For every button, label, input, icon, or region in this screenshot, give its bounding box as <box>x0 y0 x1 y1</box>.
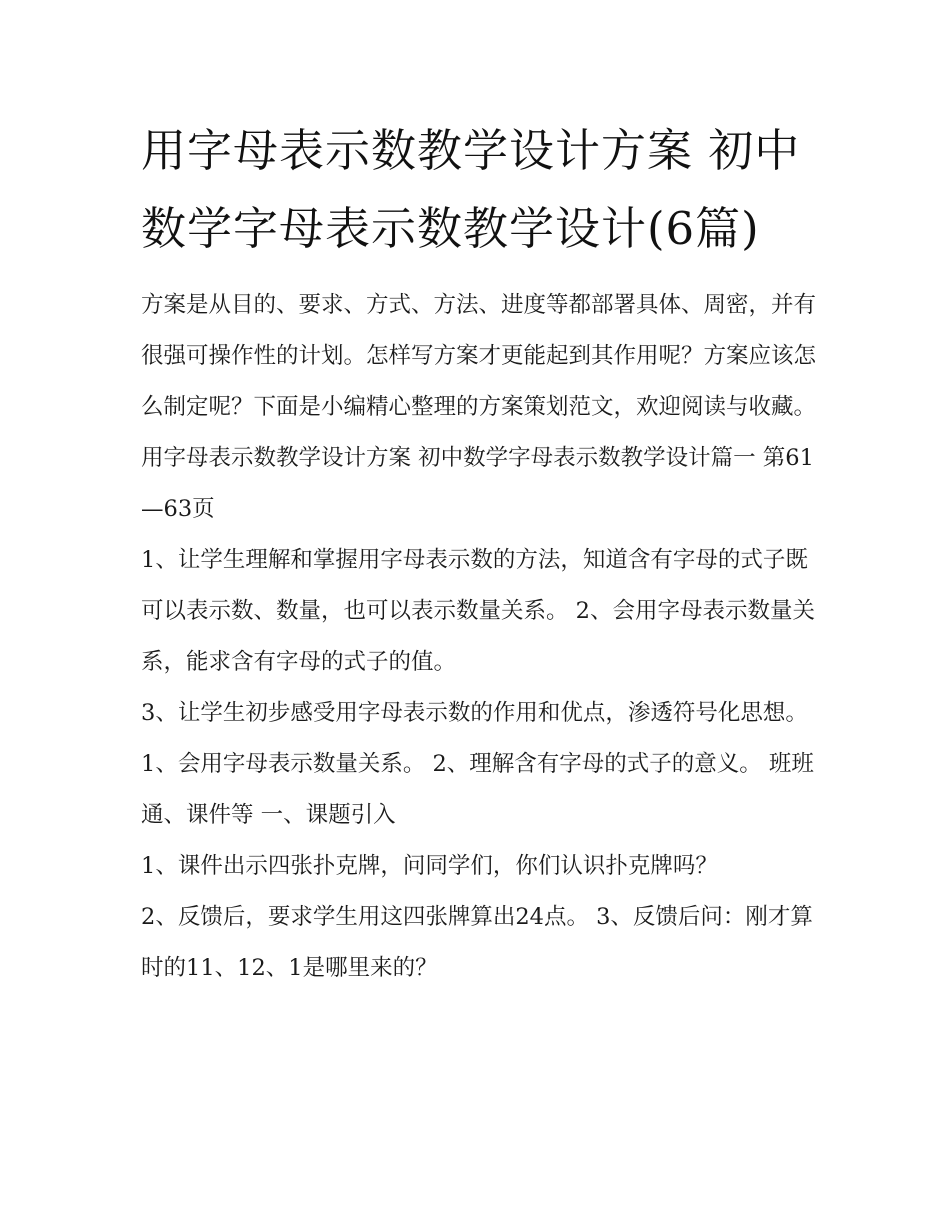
section-heading: 用字母表示数教学设计方案 初中数学字母表示数教学设计篇一 第61—63页 <box>141 445 814 522</box>
objective-paragraph: 1、让学生理解和掌握用字母表示数的方法，知道含有字母的式子既可以表示数、数量，也可以表示数量关系。 2、会用字母表示数量关系，能求含有字母的式子的值。 <box>141 547 815 675</box>
intro-paragraph: 方案是从目的、要求、方式、方法、进度等都部署具体、周密，并有很强可操作性的计划。怎样写方案才更能起到其作用呢？方案应该怎么制定呢？下面是小编精心整理的方案策划范文，欢迎阅读与收藏。 <box>141 292 817 420</box>
step-paragraph: 2、反馈后，要求学生用这四张牌算出24点。 3、反馈后问：刚才算时的11、12、1是哪里来的？ <box>141 904 813 981</box>
document-title: 用字母表示数教学设计方案 初中数学字母表示数教学设计(6篇) <box>141 124 801 255</box>
key-points-paragraph: 3、让学生初步感受用字母表示数的作用和优点，渗透符号化思想。 1、会用字母表示数量关系。 2、理解含有字母的式子的意义。 班班通、课件等 一、课题引入 <box>141 700 814 828</box>
step-paragraph: 1、课件出示四张扑克牌，问同学们，你们认识扑克牌吗？ <box>141 853 718 879</box>
document-page <box>141 112 816 994</box>
